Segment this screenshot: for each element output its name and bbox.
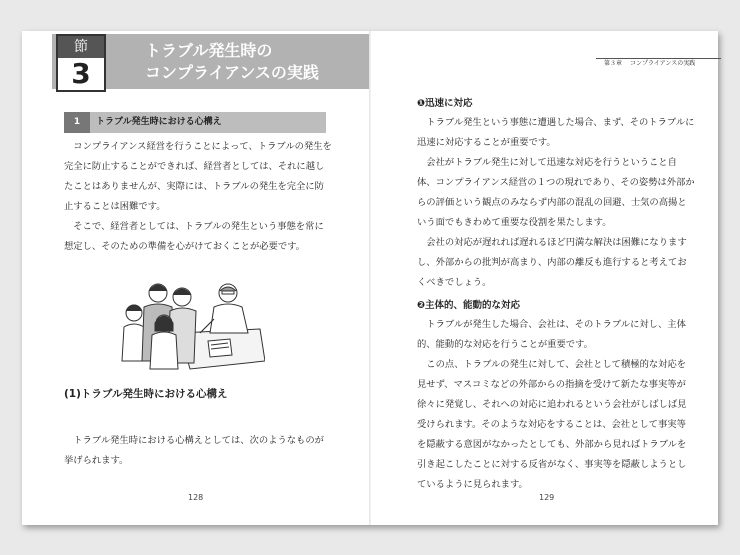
paragraph: トラブルが発生した場合、会社は、そのトラブルに対し、主体的、能動的な対応を行うことが重要です。 xyxy=(417,319,686,350)
paragraph: 会社がトラブル発生に対して迅速な対応を行うということ自体、コンプライアンス経営の１つの現れであり、その姿勢は外部からの評価という観点のみならず内部の混乱の回避、士気の高揚という面でもきわめて重要な役割を果たします。 xyxy=(417,157,695,228)
paragraph: トラブル発生時における心構えとしては、次のようなものが挙げられます。 xyxy=(64,435,324,466)
left-body-text-2 xyxy=(64,431,332,471)
paragraph: この点、トラブルの発生に対して、会社として積極的な対応を見せず、マスコミなどの外部からの指摘を受けて新たな事実等が徐々に発覚し、それへの対応に追われるという会社がしばしば見受けられます。そのような対応をすることは、会社として事実等を隠蔽する意図がなかったとしても、外部から見ればトラブルを引き起こしたことに対する反省がなく、事実等を隠蔽しようとしているように見られます。 xyxy=(417,359,687,490)
paragraph: トラブル発生という事態に遭遇した場合、まず、そのトラブルに迅速に対応することが重要です。 xyxy=(417,117,695,148)
heading-proactive-response: ❷主体的、能動的な対応 xyxy=(417,300,521,311)
page-number: 128 xyxy=(188,493,204,502)
page-number: 129 xyxy=(539,493,555,502)
subheading: (1)トラブル発生時における心構え xyxy=(64,388,228,400)
left-body-text xyxy=(64,137,332,257)
book-spread xyxy=(22,31,718,525)
chapter-number-box xyxy=(56,34,106,92)
chapter-number: 3 xyxy=(71,57,91,90)
right-body-text-1 xyxy=(417,113,695,293)
chapter-title xyxy=(145,40,319,84)
section-number: 1 xyxy=(64,112,90,133)
chapter-kanji: 節 xyxy=(58,36,104,58)
chapter-title-line2: コンプライアンスの実践 xyxy=(145,63,319,82)
business-meeting-illustration xyxy=(120,271,265,371)
paragraph: 会社の対応が遅れれば遅れるほど円満な解決は困難になりますし、外部からの批判が高まり、内部の離反も進行すると考えておくべきでしょう。 xyxy=(417,237,687,288)
heading-rapid-response: ❶迅速に対応 xyxy=(417,98,473,109)
paragraph: コンプライアンス経営を行うことによって、トラブルの発生を完全に防止することができれば、経営者としては、それに越したことはありませんが、実際には、トラブルの発生を完全に防止することは困難です。 xyxy=(64,141,332,212)
running-header xyxy=(596,58,721,68)
running-header-title: コンプライアンスの実践 xyxy=(630,60,696,67)
chapter-title-line1: トラブル発生時の xyxy=(145,41,273,60)
right-body-text-2 xyxy=(417,315,695,495)
paragraph: そこで、経営者としては、トラブルの発生という事態を常に想定し、そのための準備を心がけておくことが必要です。 xyxy=(64,221,324,252)
section-title: トラブル発生時における心構え xyxy=(96,117,222,127)
running-header-chapter: 第３章 xyxy=(604,60,623,67)
right-page xyxy=(371,31,718,525)
section-heading-bar xyxy=(64,112,326,133)
left-page xyxy=(22,31,369,525)
